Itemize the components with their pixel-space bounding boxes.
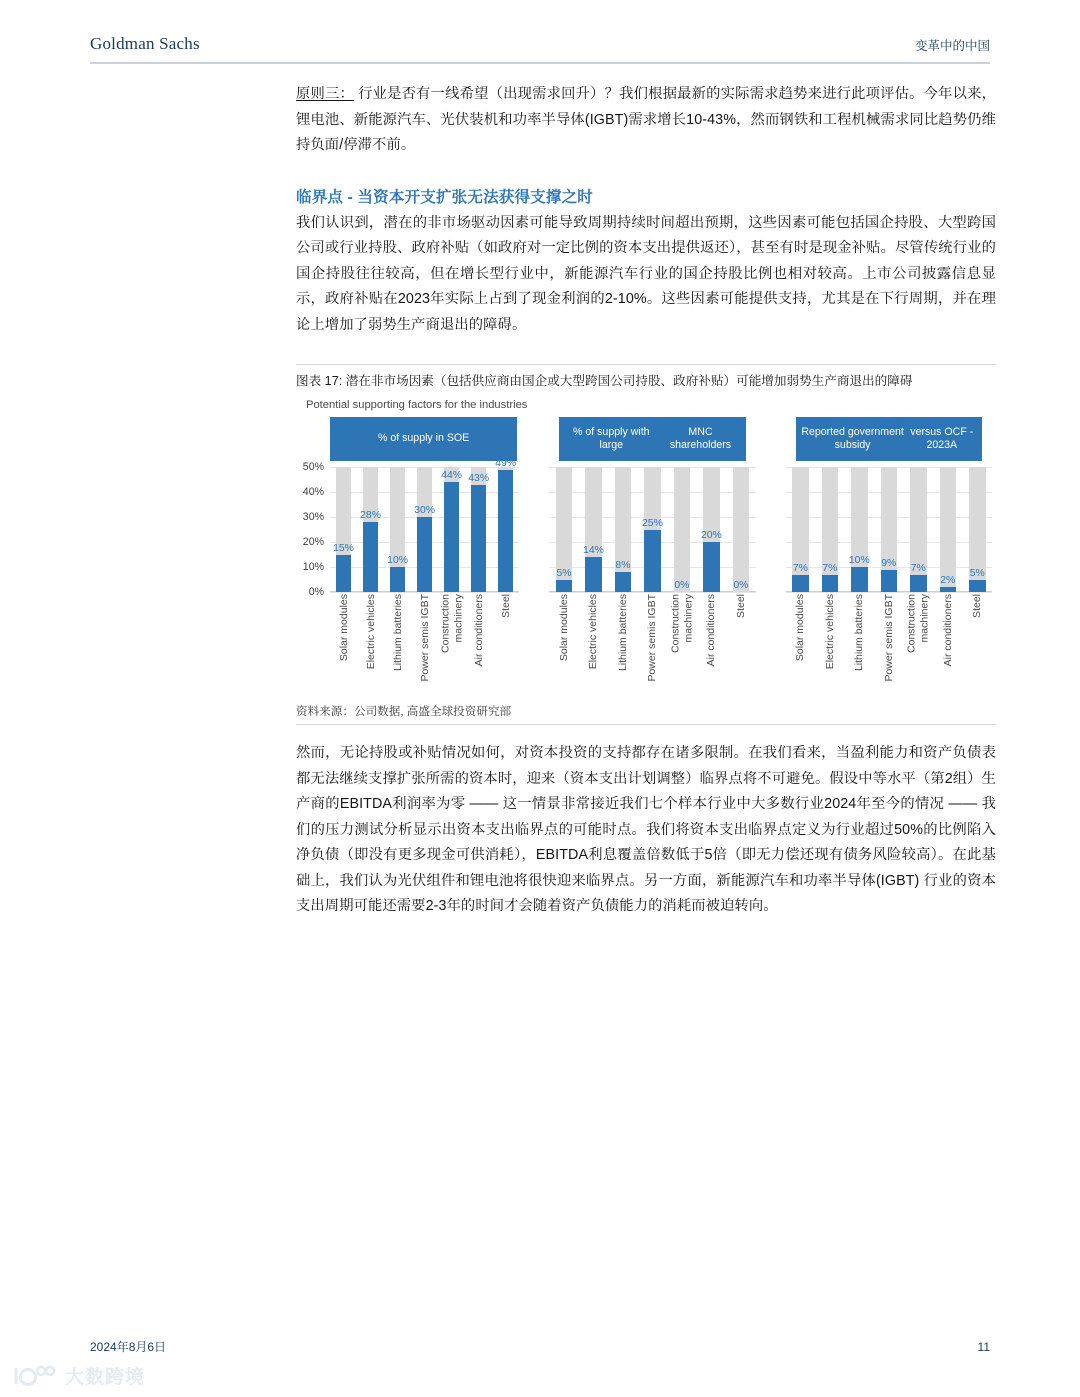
chart-bar[interactable] [700, 530, 722, 592]
goldman-sachs-logo: Goldman Sachs [90, 34, 200, 53]
chart-bar-slot [845, 467, 874, 592]
watermark-logo-icon [12, 1364, 58, 1388]
principle-three-label: 原则三： [296, 86, 354, 102]
chart-container [296, 397, 996, 697]
chart-bar-label: 28% [360, 510, 381, 521]
watermark [12, 1362, 145, 1389]
paragraph-principle-three [296, 82, 996, 159]
chart-x-slot [697, 592, 726, 710]
chart-x-tick: Electric vehicles [364, 594, 377, 670]
chart-bar-label: 0% [674, 580, 690, 591]
chart-bar-group [330, 457, 519, 592]
chart-bar[interactable] [848, 555, 870, 592]
chart-plot-area [296, 457, 523, 598]
page-footer [90, 1338, 990, 1355]
page-header [90, 34, 990, 64]
chart-x-tick: Construction machinery [669, 594, 694, 653]
chart-x-axis-labels [549, 592, 755, 710]
chart-x-slot [726, 592, 755, 710]
chart-bar-slot [608, 467, 637, 592]
chart-x-slot [963, 592, 992, 710]
chart-panel-title-line: MNC shareholders [669, 425, 732, 451]
chart-bar-slot [330, 467, 357, 592]
footer-page-number: 11 [977, 1339, 990, 1354]
chart-bar-group [549, 467, 755, 592]
chart-panel-title-line: % of supply in SOE [377, 432, 470, 445]
chart-x-tick: Steel [499, 594, 512, 618]
chart-plot-area [545, 467, 759, 592]
chart-x-tick: Construction machinery [905, 594, 931, 653]
chart-panel-title [796, 417, 982, 461]
chart-bar-slot [357, 467, 384, 592]
chart-bar-slot [786, 467, 815, 592]
paragraph-non-market-factors: 我们认识到，潜在的非市场驱动因素可能导致周期持续时间超出预期，这些因素可能包括国企持股、大型跨国公司或行业持股、政府补贴（如政府对一定比例的资本支出提供返还），甚至有时是现金补贴。尽管传统行业的国企持股往往较高，但在增长型行业中，新能源汽车行业的国企持股比例也相对较高。上市公司披露信息显示，政府补贴在2023年实际上占到了现金利润的2-10%。这些因素可能提供支持，尤其是在下行周期，并在理论上增加了弱势生产商退出的障碍。 [296, 214, 996, 333]
chart-bar[interactable] [468, 472, 490, 593]
principle-three-text: 行业是否有一线希望（出现需求回升）？我们根据最新的实际需求趋势来进行此项评估。今年以来，锂电池、新能源汽车、光伏装机和功率半导体(IGBT)需求增长10-43%，然而钢铁和工程机械需求同比趋势仍维持负面/停滞不前。 [296, 86, 996, 153]
chart-x-tick: Lithium batteries [616, 594, 629, 672]
chart-bar-label: 5% [556, 567, 572, 579]
chart-bar-slot [638, 467, 667, 592]
chart-x-slot [330, 592, 357, 710]
chart-y-tick: 50% [302, 461, 324, 473]
chart-x-slot [549, 592, 578, 710]
chart-panel-title [559, 417, 745, 461]
chart-bar-label: 10% [387, 555, 408, 566]
chart-x-tick: Lithium batteries [391, 594, 404, 672]
chart-x-slot [465, 592, 492, 710]
chart-bar-label: 5% [969, 567, 985, 579]
chart-bar-label: 20% [700, 530, 722, 541]
chart-bar[interactable] [792, 562, 809, 593]
chart-x-slot [667, 592, 696, 710]
section-heading-tipping-point: 临界点 - 当资本开支扩张无法获得支撑之时 [296, 188, 593, 206]
chart-bar[interactable] [556, 567, 573, 593]
chart-x-tick: Electric vehicles [587, 594, 600, 670]
chart-x-slot [638, 592, 667, 710]
chart-bar[interactable] [615, 560, 632, 592]
chart-plot-area [782, 467, 996, 592]
chart-bar-slot [726, 467, 755, 592]
chart-x-axis-labels [330, 592, 519, 710]
chart-bar-label: 9% [881, 557, 897, 569]
chart-y-tick: 40% [302, 486, 324, 498]
chart-x-slot [904, 592, 933, 710]
chart-bar-slot [667, 467, 696, 592]
chart-bar-group [786, 467, 992, 592]
chart-bar-label: 30% [414, 505, 435, 516]
chart-bar-slot [874, 467, 903, 592]
chart-bar-label: 44% [441, 470, 463, 481]
chart-plot-inner [330, 457, 519, 592]
chart-bar-slot [579, 467, 608, 592]
chart-panels [296, 417, 996, 710]
chart-bar-background [674, 467, 691, 592]
chart-x-slot [411, 592, 438, 710]
chart-bar-slot [438, 467, 465, 592]
watermark-text: 大数跨境 [65, 1367, 146, 1388]
chart-bar-label: 49% [495, 457, 517, 469]
chart-x-slot [874, 592, 903, 710]
chart-bar-slot [697, 467, 726, 592]
exhibit-bottom-divider [296, 724, 996, 725]
chart-x-tick: Electric vehicles [823, 594, 836, 670]
chart-bar[interactable] [360, 510, 381, 592]
chart-bar-slot [963, 467, 992, 592]
chart-x-tick: Steel [971, 594, 983, 618]
chart-bar-label: 8% [615, 560, 631, 571]
chart-bar-slot [492, 457, 519, 592]
chart-bar[interactable] [495, 457, 517, 593]
chart-bar[interactable] [387, 555, 408, 592]
chart-bar-label: 0% [733, 580, 749, 591]
chart-bar[interactable] [969, 567, 986, 593]
chart-x-slot [845, 592, 874, 710]
chart-bar-label: 10% [848, 555, 870, 566]
chart-title: Potential supporting factors for the industries [306, 399, 528, 411]
chart-bar-background [940, 467, 957, 592]
chart-x-tick: Air conditioners [941, 594, 954, 667]
chart-bar[interactable] [414, 505, 435, 592]
chart-panel-1 [296, 417, 523, 710]
chart-panel-2 [545, 417, 759, 710]
chart-bar-background [733, 467, 750, 592]
chart-x-tick: Air conditioners [472, 594, 485, 667]
chart-x-slot [933, 592, 962, 710]
chart-bar-label: 43% [468, 472, 490, 484]
chart-bar-slot [465, 467, 492, 592]
chart-panel-title-line: Reported government subsidy [801, 425, 904, 451]
chart-x-slot [608, 592, 637, 710]
chart-x-slot [384, 592, 411, 710]
chart-y-tick: 10% [302, 561, 324, 573]
chart-bar-label: 14% [583, 545, 604, 556]
chart-bar-slot [904, 467, 933, 592]
chart-bar-slot [549, 467, 578, 592]
chart-bar-slot [815, 467, 844, 592]
chart-bar[interactable] [441, 470, 463, 592]
exhibit-17 [296, 364, 996, 725]
chart-plot-inner [786, 467, 992, 592]
chart-bar-label: 7% [910, 562, 926, 574]
chart-plot-inner [549, 467, 755, 592]
chart-panel-3 [782, 417, 996, 710]
chart-bar[interactable] [910, 562, 927, 593]
chart-x-slot [579, 592, 608, 710]
chart-panel-title [330, 417, 517, 461]
exhibit-caption: 图表 17: 潜在非市场因素（包括供应商由国企或大型跨国公司持股、政府补贴）可能增加弱势生产商退出的障碍 [296, 374, 913, 388]
chart-y-tick: 0% [308, 586, 324, 598]
header-document-title: 变革中的中国 [914, 39, 990, 53]
chart-bar[interactable] [333, 542, 354, 593]
chart-x-tick: Steel [734, 594, 747, 618]
chart-y-tick: 30% [302, 511, 324, 523]
chart-x-axis-labels [786, 592, 992, 710]
chart-x-tick: Construction machinery [439, 594, 464, 653]
chart-x-tick: Power semis IGBT [418, 594, 431, 682]
chart-x-tick: Solar modules [337, 594, 350, 662]
chart-bar[interactable] [642, 517, 663, 593]
chart-bar-label: 7% [822, 562, 838, 574]
chart-bar[interactable] [881, 557, 898, 593]
chart-y-axis [296, 461, 327, 598]
chart-bar[interactable] [583, 545, 604, 592]
chart-x-slot [815, 592, 844, 710]
chart-x-slot [786, 592, 815, 710]
footer-date: 2024年8月6日 [90, 1340, 167, 1354]
chart-panel-title-line: % of supply with large [572, 425, 650, 451]
chart-panel-title-line: versus OCF - 2023A [910, 425, 974, 451]
chart-bar-slot [384, 467, 411, 592]
chart-y-tick: 20% [302, 536, 324, 548]
chart-bar-slot [933, 467, 962, 592]
chart-x-tick: Air conditioners [705, 594, 718, 667]
page-content [296, 82, 996, 920]
exhibit-source: 资料来源：公司数据, 高盛全球投资研究部 [296, 705, 512, 718]
paragraph-capex-tipping-point: 然而，无论持股或补贴情况如何，对资本投资的支持都存在诸多限制。在我们看来，当盈利能力和资产负债表都无法继续支撑扩张所需的资本时，迎来（资本支出计划调整）临界点将不可避免。假设中等水平（第2组）生产商的EBITDA利润率为零 —— 这一情景非常接近我们七个样本行业中大多数行业2024年至今的情况 —— 我们的压力测试分析显示出资本支出临界点的可能时点。我们将资本支出临界点定义为行业超过50%的比例陷入净负债（即没有更多现金可供消耗），EBITDA利息覆盖倍数低于5倍（即无力偿还现有债务风险较高）。在此基础上，我们认为光伏组件和锂电池将很快迎来临界点。另一方面，新能源汽车和功率半导体(IGBT) 行业的资本支出周期可能还需要2-3年的时间才会随着资产负债能力的消耗而被迫转向。 [296, 745, 996, 914]
chart-bar[interactable] [822, 562, 839, 593]
chart-x-slot [357, 592, 384, 710]
chart-bar-label: 15% [333, 542, 354, 554]
chart-bar-label: 2% [940, 575, 956, 586]
chart-bar-slot [411, 467, 438, 592]
chart-x-slot [438, 592, 465, 710]
chart-x-tick: Power semis IGBT [882, 594, 895, 682]
chart-x-slot [492, 592, 519, 710]
chart-x-tick: Solar modules [794, 594, 807, 662]
chart-x-tick: Power semis IGBT [646, 594, 659, 682]
chart-x-tick: Lithium batteries [853, 594, 866, 672]
chart-bar-label: 25% [642, 517, 663, 529]
chart-bar-label: 7% [792, 562, 808, 574]
chart-x-tick: Solar modules [557, 594, 570, 662]
